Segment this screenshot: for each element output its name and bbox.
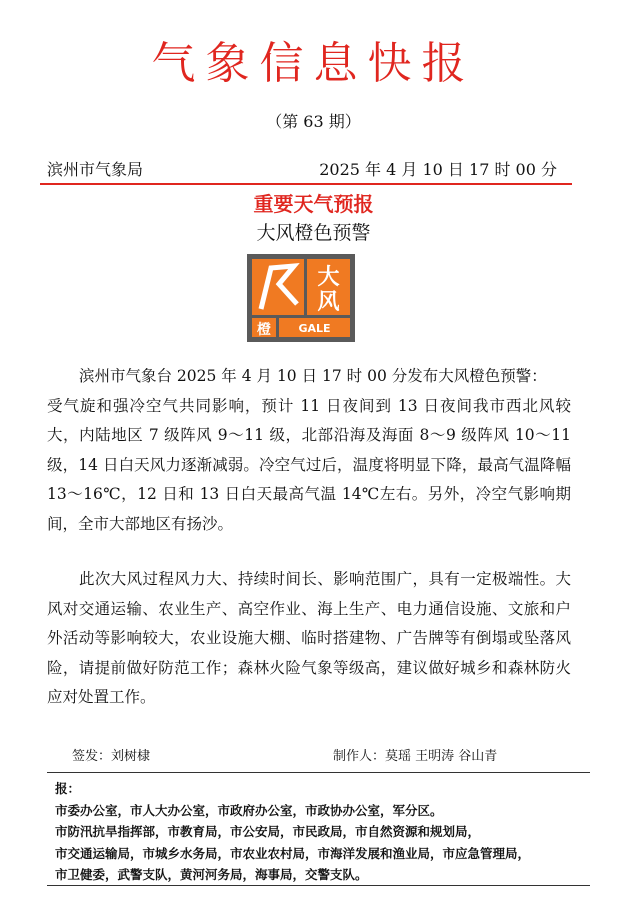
body-paragraph-1 xyxy=(47,362,571,539)
distribution-bottom-rule xyxy=(47,885,590,886)
gale-orange-warning-icon xyxy=(247,254,355,342)
paragraph-1-rest: 受气旋和强冷空气共同影响，预计 11 日夜间到 13 日夜间我市西北风较大，内陆地区 7 级阵风 9～11 级，北部沿海及海面 8～9 级阵风 10～11 级，14 日白天风力逐渐减弱。冷空气过后，温度将明显下降，最高气温降幅 13～16℃，12 日和 13 日白天最高气温 14℃左右。另外，冷空气影响期间，全市大部地区有扬沙。 xyxy=(47,396,571,533)
bulletin-title: 气象信息快报 xyxy=(151,38,476,89)
distribution-label: 报： xyxy=(55,781,81,796)
body-paragraph-2: 此次大风过程风力大、持续时间长、影响范围广，具有一定极端性。大风对交通运输、农业生产、高空作业、海上生产、电力通信设施、文旅和户外活动等影响较大，农业设施大棚、临时搭建物、广告牌等有倒塌或坠落风险，请提前做好防范工作；森林火险气象等级高，建议做好城乡和森林防火应对处置工作。 xyxy=(47,570,571,706)
distribution-line: 市防汛抗旱指挥部，市教育局，市公安局，市民政局，市自然资源和规划局， xyxy=(55,824,481,839)
icon-level-text: 橙 xyxy=(257,322,271,338)
distribution-top-rule xyxy=(47,772,590,773)
distribution-line: 市委办公室，市人大办公室，市政府办公室，市政协办公室，军分区。 xyxy=(55,802,443,818)
header-divider xyxy=(40,183,572,185)
icon-en-text: GALE xyxy=(298,322,331,335)
paragraph-1-lead: 滨州市气象台 2025 年 4 月 10 日 17 时 00 分发布大风橙色预警： xyxy=(79,367,547,385)
issue-datetime: 2025 年 4 月 10 日 17 时 00 分 xyxy=(319,160,557,179)
distribution-line: 市卫健委，武警支队，黄河河务局，海事局，交警支队。 xyxy=(55,867,368,882)
icon-text-big-2: 风 xyxy=(317,290,340,315)
distribution-list xyxy=(55,778,595,886)
headline: 重要天气预报 xyxy=(253,192,374,216)
makers: 制作人：莫瑶 王明涛 谷山青 xyxy=(333,749,498,764)
issue-number: （第 63 期） xyxy=(266,112,361,131)
signer: 签发：刘树棣 xyxy=(72,749,151,764)
icon-text-big-1: 大 xyxy=(317,265,340,290)
issuer-name: 滨州市气象局 xyxy=(47,160,144,179)
distribution-line: 市交通运输局，市城乡水务局，市农业农村局，市海洋发展和渔业局，市应急管理局， xyxy=(55,845,531,861)
subheadline: 大风橙色预警 xyxy=(256,222,371,244)
